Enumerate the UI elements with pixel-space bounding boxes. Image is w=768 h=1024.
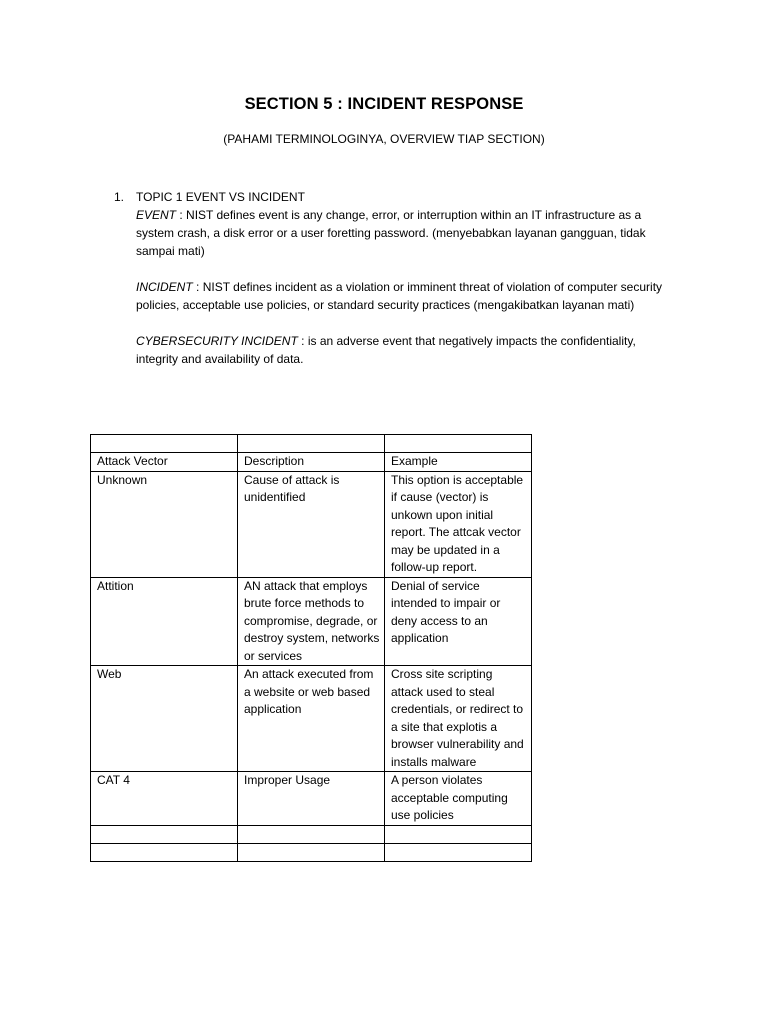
table-cell-empty bbox=[238, 825, 385, 843]
example-cell: This option is acceptable if cause (vector) is unkown upon initial report. The attcak vector may be updated in a follow-up report. bbox=[385, 471, 532, 577]
incident-text: NIST defines incident as a violation or imminent threat of violation of computer security policies, acceptable use policies, or standard security practices (mengakibatkan layanan mati) bbox=[136, 280, 663, 312]
table-cell-empty bbox=[385, 435, 532, 453]
incident-separator: : bbox=[192, 280, 203, 294]
table-row bbox=[91, 772, 532, 826]
header-attack-vector: Attack Vector bbox=[91, 453, 238, 472]
table-cell-empty bbox=[385, 843, 532, 861]
table-cell-empty bbox=[238, 843, 385, 861]
example-cell: A person violates acceptable computing use policies bbox=[385, 772, 532, 826]
cybersecurity-incident-text: is an adverse event that negatively impacts the confidentiality, integrity and availability of data. bbox=[136, 334, 636, 366]
description-cell: AN attack that employs brute force methods to compromise, degrade, or destroy system, networks or services bbox=[238, 577, 385, 666]
attack-vector-cell: Attition bbox=[91, 577, 238, 666]
table-header-row bbox=[91, 453, 532, 472]
table-row bbox=[91, 666, 532, 772]
attack-vector-cell: Web bbox=[91, 666, 238, 772]
description-cell: Improper Usage bbox=[238, 772, 385, 826]
description-cell: An attack executed from a website or web based application bbox=[238, 666, 385, 772]
attack-vector-cell: CAT 4 bbox=[91, 772, 238, 826]
table-cell-empty bbox=[238, 435, 385, 453]
topic-number: 1. bbox=[114, 190, 125, 204]
event-separator: : bbox=[176, 208, 187, 222]
table-cell-empty bbox=[91, 825, 238, 843]
event-definition bbox=[136, 206, 676, 260]
header-example: Example bbox=[385, 453, 532, 472]
table-row-empty bbox=[91, 843, 532, 861]
table-row bbox=[91, 471, 532, 577]
document-subtitle: (PAHAMI TERMINOLOGINYA, OVERVIEW TIAP SECTION) bbox=[223, 132, 545, 146]
event-text: NIST defines event is any change, error, or interruption within an IT infrastructure as a system crash, a disk error or a user foretting password. (menyebabkan layanan gangguan, tidak sampai mati) bbox=[136, 208, 646, 258]
attack-vector-cell: Unknown bbox=[91, 471, 238, 577]
attack-vector-table-wrap bbox=[90, 434, 532, 862]
table-row-empty bbox=[91, 825, 532, 843]
table-cell-empty bbox=[91, 843, 238, 861]
table-row bbox=[91, 577, 532, 666]
table-cell-empty bbox=[385, 825, 532, 843]
cybersecurity-incident-separator: : bbox=[297, 334, 308, 348]
table-cell-empty bbox=[91, 435, 238, 453]
document-title: SECTION 5 : INCIDENT RESPONSE bbox=[244, 95, 524, 113]
description-cell: Cause of attack is unidentified bbox=[238, 471, 385, 577]
event-term: EVENT bbox=[136, 208, 177, 222]
incident-term: INCIDENT bbox=[136, 280, 193, 294]
table-row-empty-top bbox=[91, 435, 532, 453]
incident-definition bbox=[136, 278, 676, 314]
header-description: Description bbox=[238, 453, 385, 472]
cybersecurity-incident-definition bbox=[136, 332, 676, 368]
attack-vector-table bbox=[90, 434, 532, 862]
example-cell: Cross site scripting attack used to steal credentials, or redirect to a site that explotis a browser vulnerability and installs malware bbox=[385, 666, 532, 772]
cybersecurity-incident-term: CYBERSECURITY INCIDENT bbox=[136, 334, 298, 348]
topic-heading: TOPIC 1 EVENT VS INCIDENT bbox=[136, 190, 305, 204]
topic-content bbox=[136, 188, 676, 368]
example-cell: Denial of service intended to impair or deny access to an application bbox=[385, 577, 532, 666]
